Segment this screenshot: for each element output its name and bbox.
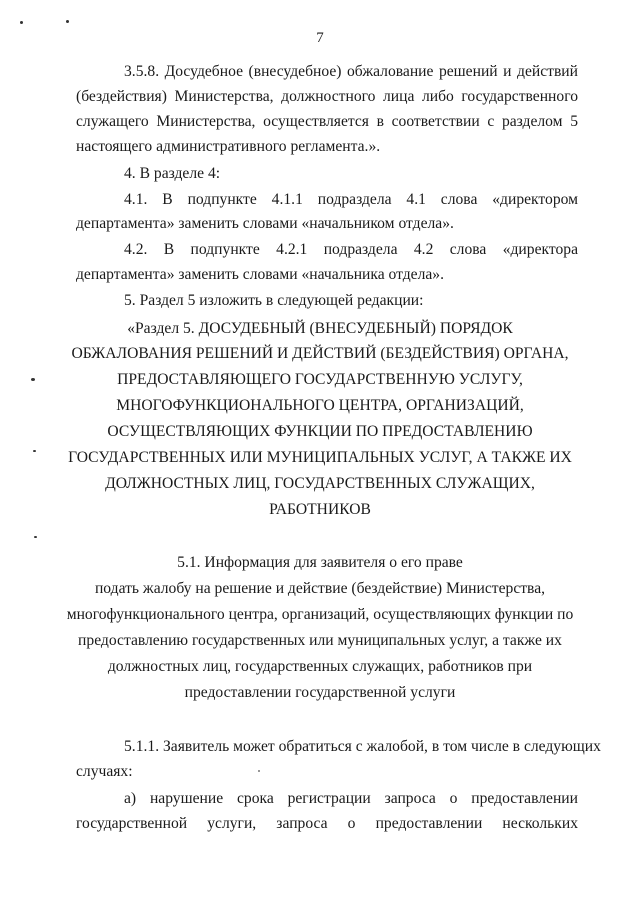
paragraph-line: 4.2. В подпункте 4.2.1 подраздела 4.2 слова «директора bbox=[124, 241, 578, 258]
paragraph-line: департамента» заменить словами «начальника отдела». bbox=[76, 266, 445, 283]
section-heading-line: ОБЖАЛОВАНИЯ РЕШЕНИЙ И ДЕЙСТВИЙ (БЕЗДЕЙСТВИЯ) ОРГАНА, bbox=[71, 345, 569, 362]
section-heading-line: ПРЕДОСТАВЛЯЮЩЕГО ГОСУДАРСТВЕННУЮ УСЛУГУ, bbox=[117, 371, 523, 388]
paragraph-line: а) нарушение срока регистрации запроса о предоставлении bbox=[124, 790, 578, 807]
section-heading-line: ОСУЩЕСТВЛЯЮЩИХ ФУНКЦИИ ПО ПРЕДОСТАВЛЕНИЮ bbox=[107, 423, 533, 440]
section-heading-line: «Раздел 5. ДОСУДЕБНЫЙ (ВНЕСУДЕБНЫЙ) ПОРЯДОК bbox=[127, 320, 513, 337]
subsection-title-line: предоставлению государственных или муниципальных услуг, а также их bbox=[78, 632, 562, 649]
paragraph-line: случаях: bbox=[76, 763, 133, 780]
paragraph-line: (бездействия) Министерства, должностного лица либо государственного bbox=[76, 88, 578, 105]
scan-speck bbox=[31, 378, 35, 381]
paragraph-line: настоящего административного регламента.». bbox=[76, 138, 381, 155]
subsection-title-line: 5.1. Информация для заявителя о его праве bbox=[177, 554, 463, 571]
subsection-title-line: должностных лиц, государственных служащих, работников при bbox=[107, 658, 533, 675]
paragraph-line: государственной услуги, запроса о предоставлении нескольких bbox=[76, 815, 578, 832]
paragraph-line: 4. В разделе 4: bbox=[124, 165, 221, 182]
paragraph-line: 4.1. В подпункте 4.1.1 подраздела 4.1 слова «директором bbox=[124, 191, 578, 208]
paragraph-line: служащего Министерства, осуществляется в соответствии с разделом 5 bbox=[76, 113, 578, 130]
scan-speck bbox=[66, 20, 69, 23]
page-number: 7 bbox=[316, 30, 324, 46]
subsection-title-line: многофункционального центра, организаций, осуществляющих функции по bbox=[66, 606, 574, 623]
section-heading-line: ГОСУДАРСТВЕННЫХ ИЛИ МУНИЦИПАЛЬНЫХ УСЛУГ, А ТАКЖЕ ИХ bbox=[68, 449, 572, 466]
paragraph-line: 5. Раздел 5 изложить в следующей редакции: bbox=[124, 292, 424, 309]
paragraph-line: 3.5.8. Досудебное (внесудебное) обжалование решений и действий bbox=[124, 63, 578, 80]
subsection-title-line: подать жалобу на решение и действие (бездействие) Министерства, bbox=[94, 580, 546, 597]
section-heading-line: МНОГОФУНКЦИОНАЛЬНОГО ЦЕНТРА, ОРГАНИЗАЦИЙ, bbox=[116, 397, 524, 414]
scan-speck bbox=[33, 450, 36, 452]
subsection-title-line: предоставлении государственной услуги bbox=[184, 684, 456, 701]
scan-speck bbox=[20, 21, 23, 24]
section-heading-line: РАБОТНИКОВ bbox=[269, 501, 371, 518]
paragraph-line: 5.1.1. Заявитель может обратиться с жалобой, в том числе в следующих bbox=[124, 738, 601, 755]
section-heading-line: ДОЛЖНОСТНЫХ ЛИЦ, ГОСУДАРСТВЕННЫХ СЛУЖАЩИХ, bbox=[105, 475, 535, 492]
scan-speck bbox=[258, 770, 260, 772]
scan-speck bbox=[34, 536, 37, 538]
paragraph-line: департамента» заменить словами «начальником отдела». bbox=[76, 215, 454, 232]
